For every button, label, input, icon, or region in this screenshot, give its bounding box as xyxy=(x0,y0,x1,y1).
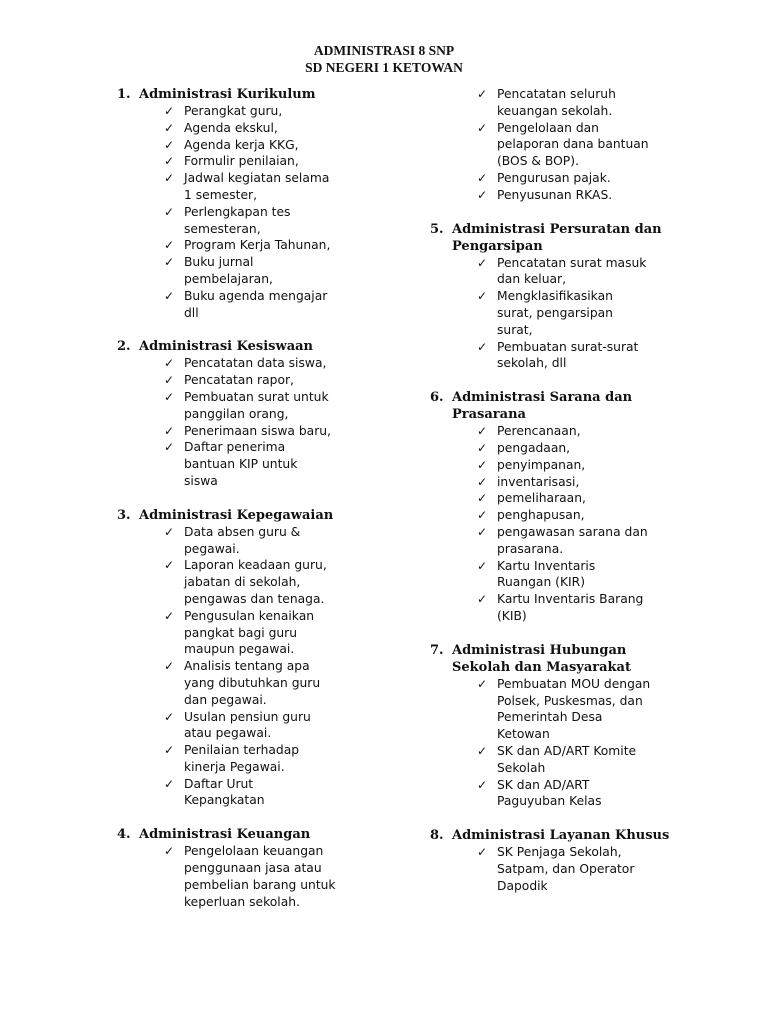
checklist-item xyxy=(164,557,417,607)
section-kesiswaan xyxy=(117,338,417,489)
checklist-item-text: SK dan AD/ART Komite Sekolah xyxy=(497,743,637,775)
checkmark-icon: ✓ xyxy=(477,777,488,792)
checkmark-icon: ✓ xyxy=(477,743,488,758)
section-title: Administrasi Hubungan Sekolah dan Masyarakat xyxy=(452,642,631,675)
checkmark-icon: ✓ xyxy=(164,373,175,388)
checklist-item-text: Penyusunan RKAS. xyxy=(497,187,613,202)
checklist-item-text: SK Penjaga Sekolah, Satpam, dan Operator Dapodik xyxy=(497,845,635,893)
checklist-item xyxy=(164,524,417,558)
checklist-item-text: Daftar penerima bantuan KIP untuk siswa xyxy=(184,440,298,488)
checklist-item xyxy=(164,170,417,204)
checklist-item xyxy=(164,355,417,372)
item-list xyxy=(430,423,750,625)
checkmark-icon: ✓ xyxy=(164,255,175,270)
checkmark-icon: ✓ xyxy=(477,474,488,489)
checklist-item-text: Pengelolaan keuangan penggunaan jasa atau pembelian barang untuk keperluan sekolah. xyxy=(184,844,336,909)
checklist-item xyxy=(164,709,417,743)
checklist-item xyxy=(164,843,417,910)
checklist-item-text: pengawasan sarana dan prasarana. xyxy=(497,524,648,556)
checklist-item-text: Agenda ekskul, xyxy=(184,120,278,135)
checklist-item-text: pemeliharaan, xyxy=(497,491,586,506)
checklist-item xyxy=(477,170,750,187)
checklist-item-text: Formulir penilaian, xyxy=(184,154,299,169)
checklist-item xyxy=(164,389,417,423)
section-heading xyxy=(430,642,750,676)
checkmark-icon: ✓ xyxy=(164,524,175,539)
checklist-item-text: Perencanaan, xyxy=(497,424,581,439)
checkmark-icon: ✓ xyxy=(477,592,488,607)
checklist-item-text: Buku agenda mengajar dll xyxy=(184,288,328,320)
section-heading xyxy=(430,389,750,423)
checklist-item xyxy=(164,423,417,440)
checkmark-icon: ✓ xyxy=(164,440,175,455)
section-heading xyxy=(117,507,417,524)
checklist-item-text: SK dan AD/ART Paguyuban Kelas xyxy=(497,777,602,809)
item-list xyxy=(117,524,417,810)
checkmark-icon: ✓ xyxy=(164,137,175,152)
section-heading xyxy=(117,826,417,843)
checkmark-icon: ✓ xyxy=(164,659,175,674)
section-kurikulum xyxy=(117,86,417,321)
checklist-item-text: Pembuatan MOU dengan Polsek, Puskesmas, dan Pemerintah Desa Ketowan xyxy=(497,676,651,742)
checklist-item-text: Penerimaan siswa baru, xyxy=(184,423,331,438)
checkmark-icon: ✓ xyxy=(477,289,488,304)
checklist-item-text: Data absen guru & pegawai. xyxy=(184,524,301,556)
section-heading xyxy=(430,827,750,844)
checklist-item xyxy=(477,423,750,440)
checkmark-icon: ✓ xyxy=(164,154,175,169)
checklist-item xyxy=(477,440,750,457)
left-column xyxy=(117,86,417,927)
checkmark-icon: ✓ xyxy=(164,171,175,186)
checkmark-icon: ✓ xyxy=(164,356,175,371)
checklist-item xyxy=(477,474,750,491)
checklist-item xyxy=(477,120,750,170)
checklist-item-text: Pencatatan rapor, xyxy=(184,373,294,388)
checklist-item-text: Penilaian terhadap kinerja Pegawai. xyxy=(184,743,300,774)
checklist-item xyxy=(477,507,750,524)
checklist-item xyxy=(164,608,417,658)
section-title: Administrasi Layanan Khusus xyxy=(452,828,670,844)
checklist-item xyxy=(477,339,750,373)
checkmark-icon: ✓ xyxy=(477,339,488,354)
checklist-item-text: Laporan keadaan guru, jabatan di sekolah, pengawas dan tenaga. xyxy=(184,558,327,606)
checkmark-icon: ✓ xyxy=(164,204,175,219)
checklist-item xyxy=(477,591,750,625)
checklist-item xyxy=(477,86,750,120)
checklist-item-text: Usulan pensiun guru atau pegawai. xyxy=(184,709,311,741)
checkmark-icon: ✓ xyxy=(164,776,175,791)
checkmark-icon: ✓ xyxy=(164,288,175,303)
section-number: 8. xyxy=(430,828,444,844)
checklist-item xyxy=(477,743,750,777)
checkmark-icon: ✓ xyxy=(477,491,488,506)
section-kepegawaian xyxy=(117,507,417,810)
section-number: 7. xyxy=(430,642,444,658)
checklist-item-text: pengadaan, xyxy=(497,440,571,455)
checkmark-icon: ✓ xyxy=(477,676,488,691)
checklist-item xyxy=(164,120,417,137)
section-number: 4. xyxy=(117,827,131,843)
checklist-item-text: Pengusulan kenaikan pangkat bagi guru maupun pegawai. xyxy=(184,608,315,657)
checkmark-icon: ✓ xyxy=(477,187,488,202)
checklist-item xyxy=(477,255,750,289)
section-number: 5. xyxy=(430,221,444,237)
item-list xyxy=(430,844,750,894)
section-hubungan-masyarakat xyxy=(430,642,750,810)
section-number: 1. xyxy=(117,87,131,102)
checklist-item-text: Analisis tentang apa yang dibutuhkan guru dan pegawai. xyxy=(184,659,321,707)
checkmark-icon: ✓ xyxy=(477,424,488,439)
checklist-item xyxy=(164,742,417,776)
checklist-item-text: Pencatatan surat masuk dan keluar, xyxy=(497,255,647,287)
section-number: 6. xyxy=(430,390,444,406)
checklist-item-text: Pencatatan data siswa, xyxy=(184,356,327,371)
checklist-item-text: Agenda kerja KKG, xyxy=(184,137,299,152)
checklist-item xyxy=(164,237,417,254)
checkmark-icon: ✓ xyxy=(164,423,175,438)
checklist-item-text: Mengklasifikasikan surat, pengarsipan surat, xyxy=(497,289,613,337)
checklist-item xyxy=(164,288,417,322)
section-title: Administrasi Keuangan xyxy=(139,827,311,843)
checkmark-icon: ✓ xyxy=(164,709,175,724)
item-list xyxy=(117,355,417,489)
section-title: Administrasi Sarana dan Prasarana xyxy=(452,390,633,423)
checklist-item xyxy=(164,254,417,288)
checklist-item-text: Daftar Urut Kepangkatan xyxy=(184,776,265,808)
checklist-item-text: Pencatatan seluruh keuangan sekolah. xyxy=(497,87,616,118)
section-number: 2. xyxy=(117,339,131,355)
section-keuangan-continued xyxy=(430,86,750,204)
checklist-item xyxy=(164,658,417,708)
checkmark-icon: ✓ xyxy=(164,238,175,253)
checklist-item-text: Pembuatan surat untuk panggilan orang, xyxy=(184,389,329,421)
checkmark-icon: ✓ xyxy=(164,558,175,573)
section-heading xyxy=(430,221,750,255)
checkmark-icon: ✓ xyxy=(477,255,488,270)
checklist-item xyxy=(164,137,417,154)
checklist-item xyxy=(164,776,417,810)
checklist-item-text: Pembuatan surat-surat sekolah, dll xyxy=(497,339,639,371)
item-list xyxy=(430,86,750,204)
section-heading xyxy=(117,86,417,103)
checkmark-icon: ✓ xyxy=(164,844,175,859)
checklist-item-text: Pengelolaan dan pelaporan dana bantuan (BOS & BOP). xyxy=(497,120,649,169)
checkmark-icon: ✓ xyxy=(477,440,488,455)
item-list xyxy=(430,255,750,373)
checklist-item xyxy=(477,558,750,592)
checkmark-icon: ✓ xyxy=(164,608,175,623)
checklist-item xyxy=(477,676,750,743)
checkmark-icon: ✓ xyxy=(477,508,488,523)
checklist-item-text: Kartu Inventaris Barang (KIB) xyxy=(497,592,644,623)
section-keuangan xyxy=(117,826,417,910)
section-persuratan xyxy=(430,221,750,373)
checklist-item-text: inventarisasi, xyxy=(497,474,580,489)
section-title: Administrasi Persuratan dan Pengarsipan xyxy=(452,221,662,254)
checklist-item-text: Pengurusan pajak. xyxy=(497,170,611,185)
checkmark-icon: ✓ xyxy=(164,389,175,404)
checklist-item xyxy=(477,490,750,507)
checkmark-icon: ✓ xyxy=(477,558,488,573)
section-heading xyxy=(117,338,417,355)
checklist-item-text: penyimpanan, xyxy=(497,457,586,472)
checklist-item-text: Kartu Inventaris Ruangan (KIR) xyxy=(497,558,596,590)
section-title: Administrasi Kurikulum xyxy=(139,87,316,102)
checklist-item xyxy=(164,439,417,489)
checkmark-icon: ✓ xyxy=(477,120,488,135)
right-column xyxy=(430,86,750,911)
item-list xyxy=(117,843,417,910)
checklist-item xyxy=(477,777,750,811)
document-header xyxy=(0,42,768,76)
checklist-item xyxy=(477,457,750,474)
checklist-item xyxy=(477,844,750,894)
checkmark-icon: ✓ xyxy=(477,87,488,101)
item-list xyxy=(117,103,417,321)
checkmark-icon: ✓ xyxy=(164,104,175,118)
section-title: Administrasi Kesiswaan xyxy=(139,339,313,355)
checkmark-icon: ✓ xyxy=(477,457,488,472)
checklist-item-text: Buku jurnal pembelajaran, xyxy=(184,255,273,286)
checkmark-icon: ✓ xyxy=(477,845,488,860)
section-number: 3. xyxy=(117,507,131,523)
checkmark-icon: ✓ xyxy=(477,170,488,185)
checklist-item xyxy=(164,204,417,238)
checklist-item xyxy=(164,103,417,120)
checklist-item-text: penghapusan, xyxy=(497,508,585,523)
document-subtitle: SD NEGERI 1 KETOWAN xyxy=(305,60,463,75)
section-layanan-khusus xyxy=(430,827,750,894)
document-title: ADMINISTRASI 8 SNP xyxy=(313,43,455,58)
checklist-item-text: Perangkat guru, xyxy=(184,104,283,118)
checklist-item-text: Program Kerja Tahunan, xyxy=(184,238,331,253)
item-list xyxy=(430,676,750,810)
checkmark-icon: ✓ xyxy=(477,524,488,539)
checkmark-icon: ✓ xyxy=(164,743,175,758)
checklist-item xyxy=(477,288,750,338)
section-title: Administrasi Kepegawaian xyxy=(139,507,334,523)
checkmark-icon: ✓ xyxy=(164,120,175,135)
section-sarana-prasarana xyxy=(430,389,750,625)
checklist-item xyxy=(477,524,750,558)
checklist-item xyxy=(164,153,417,170)
checklist-item-text: Perlengkapan tes semesteran, xyxy=(184,204,291,236)
checklist-item xyxy=(164,372,417,389)
checklist-item-text: Jadwal kegiatan selama 1 semester, xyxy=(184,171,330,202)
checklist-item xyxy=(477,187,750,204)
